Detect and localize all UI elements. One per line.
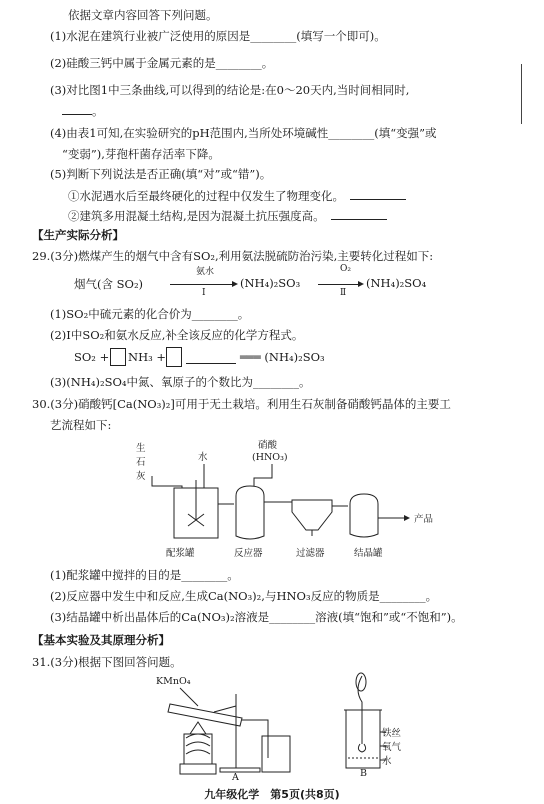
filter-funnel — [292, 500, 332, 530]
formula-blank[interactable] — [186, 352, 236, 364]
question-29: 29.(3分)燃煤产生的烟气中含有SO₂,利用氨法脱硫防治污染,主要转化过程如下: — [32, 249, 434, 263]
water-label-b: 水 — [382, 756, 392, 767]
question-30-3: (3)结晶罐中析出晶体后的Ca(NO₃)₂溶液是________溶液(填“饱和”或“不饱和”)。 — [50, 610, 463, 624]
arrow-2-bottom: Ⅱ — [340, 288, 347, 298]
intro-text: 依据文章内容回答下列问题。 — [68, 8, 218, 22]
tank-label-crystal: 结晶罐 — [354, 548, 383, 559]
lime-label-2: 石 — [136, 457, 146, 468]
crystallizer-vessel — [350, 494, 378, 537]
lime-label-1: 生 — [136, 443, 146, 454]
acid-label-2: (HNO₃) — [252, 452, 288, 463]
arrow-2 — [318, 284, 362, 285]
process-flow-diagram — [130, 438, 450, 566]
answer-blank[interactable] — [350, 188, 406, 200]
answer-blank[interactable] — [331, 208, 387, 220]
answer-blank[interactable] — [62, 103, 92, 115]
kmno4-label: KMnO₄ — [156, 676, 191, 687]
question-29-3: (3)(NH₄)₂SO₄中氮、氧原子的个数比为________。 — [50, 375, 311, 389]
eq2-part-c: ═══ (NH₄)₂SO₃ — [240, 350, 325, 364]
question-29-1: (1)SO₂中硫元素的化合价为________。 — [50, 307, 250, 321]
tank-label-filter: 过滤器 — [296, 548, 325, 559]
question-4-line-2: “变弱”),芽孢杆菌存活率下降。 — [62, 147, 220, 161]
acid-label-1: 硝酸 — [258, 440, 278, 451]
question-30-line-2: 艺流程如下: — [50, 418, 112, 432]
question-5: (5)判断下列说法是否正确(填“对”或“错”)。 — [50, 167, 272, 181]
tank-label-mix: 配浆罐 — [166, 548, 195, 559]
question-5-item-1: ①水泥遇水后至最终硬化的过程中仅发生了物理变化。 — [68, 188, 406, 203]
match-head — [356, 673, 366, 691]
arrow-1-top: 氨水 — [196, 267, 215, 277]
lime-label-3: 灰 — [136, 471, 146, 482]
tank-label-reactor: 反应器 — [234, 548, 263, 559]
gas-bottle-b — [346, 710, 380, 768]
question-3-line-2: 。 — [62, 103, 104, 118]
product-label: 产品 — [414, 514, 434, 525]
apparatus-b-label: B — [360, 768, 367, 779]
heating-block — [184, 734, 212, 764]
question-3-line-1: (3)对比图1中三条曲线,可以得到的结论是:在0～20天内,当时间相同时, — [50, 83, 410, 97]
eq-start: 烟气(含 SO₂) — [74, 277, 144, 291]
question-30-2: (2)反应器中发生中和反应,生成Ca(NO₃)₂,与HNO₃反应的物质是________。 — [50, 589, 438, 603]
arrow-2-top: O₂ — [340, 264, 351, 274]
section-heading-experiment: 【基本实验及其原理分析】 — [32, 633, 170, 647]
question-31: 31.(3分)根据下图回答问题。 — [32, 655, 182, 669]
question-1: (1)水泥在建筑行业被广泛使用的原因是________(填写一个即可)。 — [50, 29, 386, 43]
apparatus-a-label: A — [232, 772, 239, 783]
eq-end: (NH₄)₂SO₄ — [366, 276, 427, 290]
question-4-line-1: (4)由表1可知,在实验研究的pH范围内,当所处环境碱性________(填“变强”或 — [50, 126, 437, 140]
reactor-vessel — [236, 486, 264, 539]
eq-mid: (NH₄)₂SO₃ — [240, 276, 301, 290]
experiment-apparatus — [150, 672, 410, 784]
iron-wire-label: 铁丝 — [382, 728, 402, 739]
coefficient-box-1[interactable] — [110, 348, 126, 366]
coefficient-box-2[interactable] — [166, 347, 182, 367]
water-label: 水 — [198, 452, 208, 463]
page-footer: 九年级化学 第5页(共8页) — [204, 788, 340, 801]
margin-line — [521, 64, 522, 124]
eq2-part-a: SO₂ + — [74, 350, 110, 364]
collection-bottle — [262, 736, 290, 772]
question-2: (2)硅酸三钙中属于金属元素的是________。 — [50, 56, 274, 70]
eq2-part-b: NH₃ + — [128, 350, 166, 364]
arrow-1 — [170, 284, 236, 285]
question-5-item-2: ②建筑多用混凝土结构,是因为混凝土抗压强度高。 — [68, 208, 387, 223]
oxygen-label: 氧气 — [382, 742, 402, 753]
section-heading-production: 【生产实际分析】 — [32, 228, 124, 242]
question-30-line-1: 30.(3分)硝酸钙[Ca(NO₃)₂]可用于无土栽培。利用生石灰制备硝酸钙晶体的主要工 — [32, 397, 451, 411]
arrow-1-bottom: Ⅰ — [202, 288, 206, 298]
question-29-2: (2)Ⅰ中SO₂和氨水反应,补全该反应的化学方程式。 — [50, 328, 304, 342]
question-30-1: (1)配浆罐中搅拌的目的是________。 — [50, 568, 239, 582]
